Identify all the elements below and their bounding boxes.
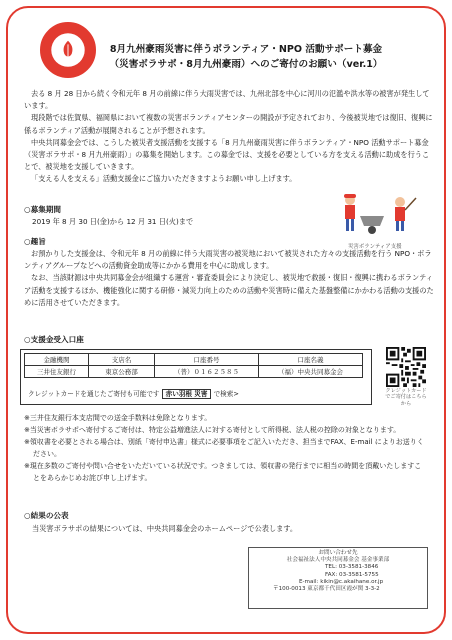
notes-list bbox=[24, 412, 428, 484]
illustration-caption: 災害ボランティア支援 bbox=[348, 244, 402, 250]
contact-title: お問い合わせ先 bbox=[318, 550, 358, 556]
intro-text bbox=[24, 88, 434, 186]
contact-address: 〒100-0013 東京都千代田区霞が関 3-3-2 bbox=[273, 586, 380, 593]
bora-sapo-logo bbox=[40, 22, 96, 78]
purpose-heading: ○趣旨 bbox=[24, 237, 46, 246]
note-item: ※当災害ボラサポへ寄付するご寄付は、特定公益増進法人に対する寄付として所得税、法人税の控除の対象となります。 bbox=[24, 426, 401, 434]
credit-card-line bbox=[28, 388, 239, 398]
title-line-1: 8月九州豪雨災害に伴うボランティア・NPO 活動サポート募金 bbox=[109, 44, 383, 55]
column-header: 金融機関 bbox=[25, 354, 89, 366]
volunteer-illustration bbox=[330, 188, 420, 242]
disclosure-heading: ○結果の公表 bbox=[24, 511, 69, 520]
column-header: 口座名義 bbox=[259, 354, 363, 366]
note-item: ※三井住友銀行本支店間での送金手数料は免除となります。 bbox=[24, 414, 212, 422]
purpose-text bbox=[24, 248, 434, 309]
period-text: 2019 年 8 月 30 日(金)から 12 月 31 日(火)まで bbox=[32, 217, 194, 226]
qr-caption: クレジットカードでご寄付はこちらから bbox=[385, 388, 427, 407]
intro-paragraph: 中央共同募金会では、こうした被災者支援活動を支援する「8 月九州豪雨災害に伴うボランティア・NPO 活動サポート募金（災害ボラサポ・8 月九州豪雨）」の募集を開始します。この募金では、支援を必要としている方を支える活動に助成を行うことで、被災地を支援していきます。 bbox=[24, 137, 430, 172]
period-heading: ○募集期間 bbox=[24, 205, 62, 214]
document-title bbox=[96, 42, 396, 72]
table-cell: 三井住友銀行 bbox=[25, 366, 89, 378]
logo-graphic bbox=[42, 24, 94, 76]
contact-box bbox=[248, 547, 428, 609]
search-suffix: で検索> bbox=[213, 390, 239, 398]
disclosure-text: 当災害ボラサポの結果については、中央共同募金会のホームページで公表します。 bbox=[32, 524, 298, 533]
note-item: ※現在多数のご寄付や問い合せをいただいている状況です。つきましては、領収書の発行までに相当の時間を頂戴いたしますことをあらかじめお詫び申し上げます。 bbox=[24, 462, 422, 482]
purpose-paragraph: お預かりした支援金は、令和元年 8 月の前線に伴う大雨災害の被災地において被災された方々の支援活動を行う NPO・ボランティアグループなどへの活動資金助成等にかかる費用を中心に助成します。 bbox=[24, 249, 432, 271]
bank-account-table bbox=[24, 353, 363, 378]
search-keyword[interactable]: 赤い羽根 災害 bbox=[162, 389, 212, 399]
table-cell: 東京公務部 bbox=[89, 366, 155, 378]
table-cell: （福）中央共同募金会 bbox=[259, 366, 363, 378]
volunteer-person-icon bbox=[395, 197, 416, 231]
title-line-2: （災害ボラサポ・8月九州豪雨）へのご寄付のお願い（ver.1） bbox=[109, 59, 383, 70]
intro-paragraph: 去る 8 月 28 日から続く令和元年 8 月の前線に伴う大雨災害では、九州北部を中心に河川の氾濫や洪水等の被害が発生しています。 bbox=[24, 89, 430, 111]
contact-fax: FAX: 03-3581-5755 bbox=[325, 571, 379, 578]
intro-paragraph: 「支える人を支える」活動支援金にご協力いただきますようお願い申し上げます。 bbox=[31, 174, 297, 184]
note-item: ※領収書を必要とされる場合は、別紙「寄付申込書」様式に必要事項をご記入いただき、担当までFAX、E-mail によりお送りください。 bbox=[24, 438, 424, 458]
volunteer-person-icon bbox=[344, 194, 356, 231]
intro-paragraph: 現段階では佐賀県、福岡県において複数の災害ボランティアセンターの開設が予定されており、今後被災地では復旧、復興に係るボランティア活動が展開されることが予想されます。 bbox=[24, 113, 433, 135]
wheelbarrow-icon bbox=[360, 216, 384, 234]
purpose-paragraph: なお、当該財源は中央共同募金会が組織する運営・審査委員会により決定し、被災地で救援・復旧・復興に携わるボランティア活動を支援するほか、機能強化に関する研修・減災力向上のための活動や災害時に備えた基盤整備にかかわる活動の支援のために活用させていただきます。 bbox=[24, 273, 434, 307]
contact-tel: TEL: 03-3581-3846 bbox=[325, 564, 379, 571]
qr-code-icon[interactable] bbox=[386, 347, 426, 387]
table-cell: （普）０１６２５８５ bbox=[155, 366, 259, 378]
table-header-row bbox=[25, 354, 363, 366]
contact-org: 社会福祉法人中央共同募金会 基金事業部 bbox=[286, 557, 390, 564]
table-row bbox=[25, 366, 363, 378]
bank-heading: ○支援金受入口座 bbox=[24, 335, 84, 344]
column-header: 口座番号 bbox=[155, 354, 259, 366]
column-header: 支店名 bbox=[89, 354, 155, 366]
credit-card-text: クレジットカードを通じたご寄付も可能です bbox=[28, 390, 160, 398]
contact-email[interactable]: E-mail: kikin@c.akaihane.or.jp bbox=[299, 578, 384, 585]
